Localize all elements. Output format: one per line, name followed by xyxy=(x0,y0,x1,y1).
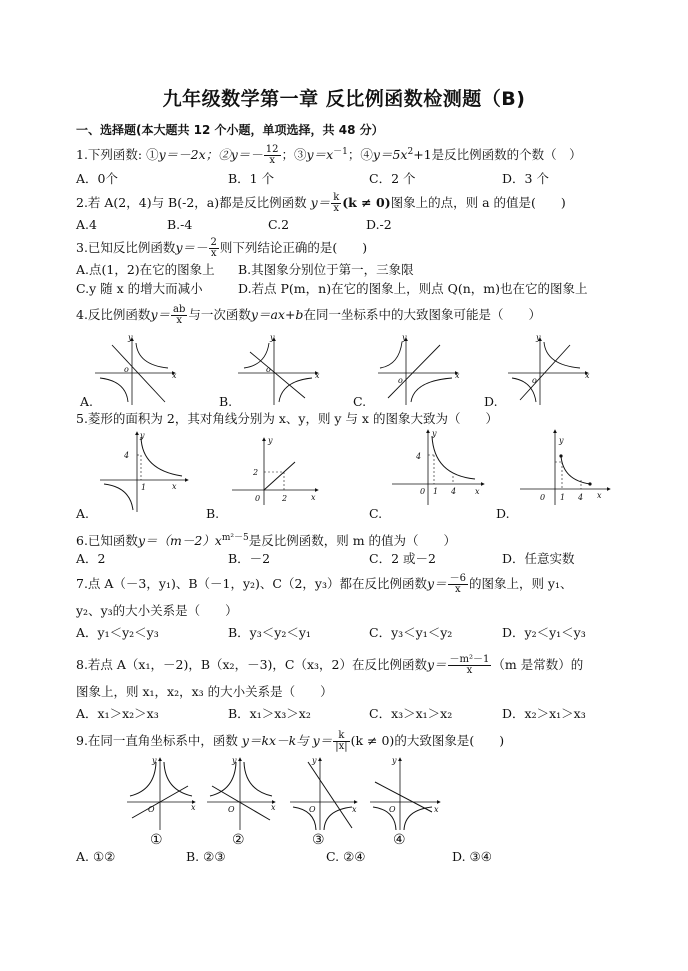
q1-fraction: $\frac{12}{x}$ xyxy=(265,144,279,167)
q4-graph-c[interactable] xyxy=(378,333,460,405)
question-6: 6.已知函数$y=(m-2)x^{m^2-5}$是反比例函数，则 m 的值为（ ） xyxy=(76,533,457,549)
q9-marker-4: ④ xyxy=(393,832,406,848)
svg-text:x: x xyxy=(475,487,480,496)
q9-marker-2: ② xyxy=(232,832,245,848)
q1-option-d[interactable]: D．3 个 xyxy=(502,171,549,186)
question-1: 1.下列函数: ①y＝－2x；②y＝－ $\frac{12}{x}$ ；$③y=x^{-1}$；$④y=5x^2+1$是反比例函数的个数（ ） xyxy=(76,144,582,167)
q4-label-c[interactable]: C. xyxy=(353,394,367,409)
q1-f1: y＝－2x；② xyxy=(158,147,231,163)
svg-text:4: 4 xyxy=(451,487,457,496)
svg-text:x: x xyxy=(585,371,590,380)
svg-text:x: x xyxy=(191,803,196,812)
svg-text:x: x xyxy=(455,371,460,380)
q1-option-b[interactable]: B．1 个 xyxy=(228,171,275,186)
q2-option-a[interactable]: A.4 xyxy=(76,217,97,232)
svg-text:y: y xyxy=(268,436,273,445)
question-8-line2: 图象上，则 x₁，x₂，x₃ 的大小关系是（ ） xyxy=(76,684,333,699)
svg-text:O: O xyxy=(309,805,316,814)
q9-graph-2[interactable] xyxy=(207,756,276,830)
svg-text:o: o xyxy=(532,376,537,385)
page-title: 九年级数学第一章 反比例函数检测题（B) xyxy=(162,88,526,110)
svg-text:1: 1 xyxy=(141,483,147,492)
q6-option-b[interactable]: B．－2 xyxy=(228,551,271,566)
q1-stem: 1.下列函数: ① xyxy=(76,147,159,163)
q8-option-d[interactable]: D．x₂＞x₁＞x₃ xyxy=(502,706,586,721)
q7-option-b[interactable]: B．y₃＜y₂＜y₁ xyxy=(228,625,311,640)
svg-text:o: o xyxy=(124,365,129,374)
q4-graph-b[interactable] xyxy=(238,333,320,405)
svg-text:x: x xyxy=(311,493,316,502)
svg-text:y: y xyxy=(432,429,437,438)
q9-option-a[interactable]: A. ①② xyxy=(76,849,116,864)
svg-text:O: O xyxy=(228,805,235,814)
q1-f2: y＝－ xyxy=(230,147,263,163)
svg-text:4: 4 xyxy=(124,451,130,460)
question-2: 2.若 A(2，4)与 B(-2，a)都是反比例函数 y＝ $\frac{k}{x}$ (k ≠ 0)图象上的点，则 a 的值是( ) xyxy=(76,192,566,214)
svg-text:x: x xyxy=(597,491,602,500)
svg-text:1: 1 xyxy=(433,487,439,496)
q9-marker-1: ① xyxy=(150,832,163,848)
q4-graph-a[interactable] xyxy=(95,333,177,405)
svg-text:1: 1 xyxy=(560,493,566,502)
svg-text:2: 2 xyxy=(282,494,288,503)
question-3: 3.已知反比例函数y＝－ $\frac{2}{x}$ 则下列结论正确的是( ) xyxy=(76,237,368,259)
q7-option-d[interactable]: D．y₂＜y₁＜y₃ xyxy=(502,625,586,640)
svg-text:0: 0 xyxy=(255,494,261,503)
svg-text:O: O xyxy=(148,805,155,814)
svg-text:y: y xyxy=(128,333,133,342)
svg-text:2: 2 xyxy=(253,468,259,477)
svg-text:0: 0 xyxy=(420,487,426,496)
q5-graph-d[interactable] xyxy=(520,430,610,505)
q2-option-c[interactable]: C.2 xyxy=(268,217,290,232)
q4-label-d[interactable]: D. xyxy=(484,394,498,409)
svg-text:o: o xyxy=(266,365,271,374)
question-5: 5.菱形的面积为 2，其对角线分别为 x、y，则 y 与 x 的图象大致为（ ） xyxy=(76,411,498,426)
q4-graph-d[interactable] xyxy=(508,333,590,405)
q3-option-a[interactable]: A.点(1，2)在它的图象上 xyxy=(76,262,215,277)
q2-option-d[interactable]: D.-2 xyxy=(366,217,392,232)
svg-text:x: x xyxy=(434,805,439,814)
svg-text:y: y xyxy=(140,431,145,440)
q7-option-a[interactable]: A．y₁＜y₂＜y₃ xyxy=(76,625,159,640)
q8-fraction: $\frac{\text{－m²－1}}{x}$ xyxy=(449,654,490,676)
svg-text:y: y xyxy=(559,436,564,445)
svg-text:y: y xyxy=(270,333,275,342)
q5-label-a[interactable]: A. xyxy=(76,506,90,521)
question-8: 8.若点 A（x₁，－2)，B（x₂，－3)，C（x₃，2）在反比例函数y＝ $\frac{\text{－m²－1}}{x}$ （m 是常数）的 xyxy=(76,654,584,676)
svg-text:y: y xyxy=(232,756,237,765)
q1-option-c[interactable]: C．2 个 xyxy=(369,171,416,186)
q3-option-b[interactable]: B.其图象分别位于第一，三象限 xyxy=(238,262,414,277)
svg-text:O: O xyxy=(389,805,396,814)
svg-text:x: x xyxy=(352,805,357,814)
q9-graph-1[interactable] xyxy=(127,756,196,830)
svg-text:y: y xyxy=(312,756,317,765)
q2-fraction: $\frac{k}{x}$ xyxy=(333,192,340,214)
q4-fraction: $\frac{ab}{x}$ xyxy=(173,304,186,326)
q2-option-b[interactable]: B.-4 xyxy=(167,217,193,232)
q9-fraction: $\frac{k}{|x|}$ xyxy=(335,730,348,752)
q9-option-b[interactable]: B. ②③ xyxy=(186,849,226,864)
section-heading: 一、选择题(本大题共 12 个小题，单项选择，共 48 分） xyxy=(76,123,384,137)
svg-text:y: y xyxy=(152,756,157,765)
q9-marker-3: ③ xyxy=(312,832,325,848)
q3-fraction: $\frac{2}{x}$ xyxy=(210,237,217,259)
svg-text:x: x xyxy=(315,371,320,380)
q9-option-d[interactable]: D. ③④ xyxy=(452,849,492,864)
q4-label-b[interactable]: B. xyxy=(219,394,233,409)
question-7-line2: y₂、y₃的大小关系是（ ） xyxy=(76,603,238,618)
q5-label-d[interactable]: D. xyxy=(496,506,510,521)
svg-text:4: 4 xyxy=(578,493,584,502)
q7-fraction: $\frac{-6}{x}$ xyxy=(449,573,466,595)
q6-option-a[interactable]: A．2 xyxy=(76,551,106,566)
q7-option-c[interactable]: C．y₃＜y₁＜y₂ xyxy=(369,625,453,640)
svg-text:x: x xyxy=(172,482,177,491)
q8-option-c[interactable]: C．x₃＞x₁＞x₂ xyxy=(369,706,453,721)
q9-graph-3[interactable] xyxy=(290,756,357,830)
q3-option-c[interactable]: C.y 随 x 的增大而减小 xyxy=(76,281,203,296)
svg-text:x: x xyxy=(271,803,276,812)
svg-text:0: 0 xyxy=(540,493,546,502)
question-9: 9.在同一直角坐标系中，函数 y＝kx－k与 y＝ $\frac{k}{|x|}$ (k ≠ 0)的大致图象是( ) xyxy=(76,730,505,752)
q6-option-d[interactable]: D．任意实数 xyxy=(502,551,575,566)
q8-option-a[interactable]: A．x₁＞x₂＞x₃ xyxy=(76,706,159,721)
q4-label-a[interactable]: A. xyxy=(80,394,94,409)
question-4: 4.反比例函数y＝ $\frac{ab}{x}$ 与一次函数y＝ax+b在同一坐标系中的大致图象可能是（ ） xyxy=(76,304,541,326)
q9-option-c[interactable]: C. ②④ xyxy=(326,849,366,864)
svg-text:4: 4 xyxy=(416,452,422,461)
svg-text:y: y xyxy=(536,333,541,342)
q5-graph-b[interactable] xyxy=(232,436,318,505)
q5-graph-c[interactable] xyxy=(392,429,484,505)
q8-option-b[interactable]: B．x₁＞x₃＞x₂ xyxy=(228,706,311,721)
svg-text:x: x xyxy=(172,371,177,380)
question-7: 7.点 A（－3，y₁)、B（－1，y₂)、C（2，y₃）都在反比例函数y＝ $\frac{-6}{x}$ 的图象上，则 y₁、 xyxy=(76,573,573,595)
svg-text:o: o xyxy=(398,376,403,385)
q5-label-b[interactable]: B. xyxy=(206,506,220,521)
q1-option-a[interactable]: A．0个 xyxy=(76,171,118,186)
q3-option-d[interactable]: D.若点 P(m，n)在它的图象上，则点 Q(n，m)也在它的图象上 xyxy=(238,281,588,296)
q5-graph-a[interactable] xyxy=(100,431,188,512)
q6-option-c[interactable]: C．2 或－2 xyxy=(369,551,436,566)
q5-label-c[interactable]: C. xyxy=(369,506,383,521)
svg-text:y: y xyxy=(392,756,397,765)
svg-text:y: y xyxy=(402,333,407,342)
q9-graph-4[interactable] xyxy=(370,756,440,830)
